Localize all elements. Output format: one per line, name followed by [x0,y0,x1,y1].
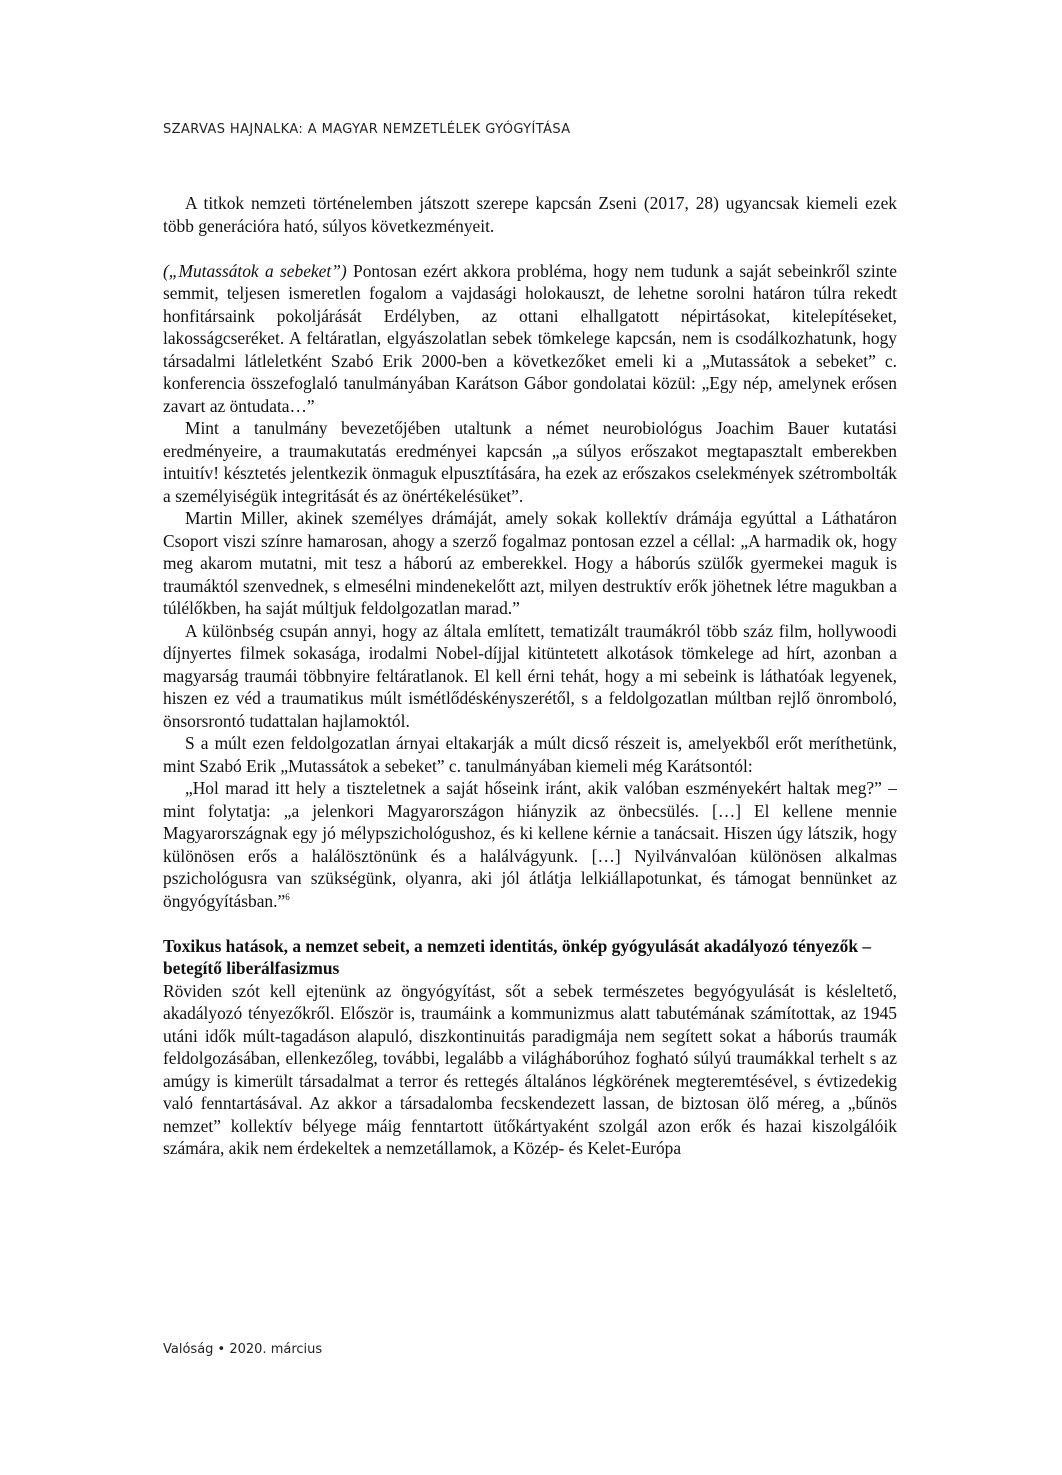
paragraph-1: A titkok nemzeti történelemben játszott szerepe kapcsán Zseni (2017, 28) ugyancsak kiemeli ezek több generációra ható, súlyos következményeit. [163,193,897,236]
paragraph-4: Martin Miller, akinek személyes drámáját, amely sokak kollektív drámája egyúttal a Láthatáron Csoport viszi színre hamarosan, ahogy a szerző fogalmaz pontosan ezzel a céllal: „A harmadik ok, hogy meg akarom mutatni, mit tesz a háború az emberekkel. Hogy a háborús szülők gyermekei maguk is traumáktól szenvednek, s elmesélni mindenekelőtt azt, milyen destruktív erők jöhetnek létre magukban a túlélőkben, ha saját múltjuk feldolgozatlan marad.” [163,508,897,618]
quote-text: „Hol marad itt hely a tiszteletnek a saját hőseink iránt, akik valóban eszményekért haltak meg?” – mint folytatja: „a jelenkori Magyarországon hiányzik az önbecsülés. […] El kellene mennie Magyarországnak egy jó mélypszichológushoz, és ki kellene kérnie a tanácsait. Hiszen úgy látszik, hogy különösen erős a halálösztönünk és a halálvágyunk. […] Nyilvánvalóan különösen alkalmas pszichológusra van szükségünk, olyanra, aki jól átlátja lelkiállapotunkat, és támogat bennünket az öngyógyításban.” [163,778,897,911]
paragraph-7-quote [163,777,897,912]
article-body [163,192,897,1160]
running-head: SZARVAS HAJNALKA: A MAGYAR NEMZETLÉLEK GYÓGYÍTÁSA [163,122,571,137]
paragraph-5: A különbség csupán annyi, hogy az általa említett, tematizált traumákról több száz film, hollywoodi díjnyertes filmek sokasága, irodalmi Nobel-díjjal kitüntetett alkotások tömkelege ad hírt, azonban a magyarság traumái többnyire feltáratlanok. El kell érni tehát, hogy a mi sebeink is láthatóak legyenek, hiszen ez véd a traumatikus múlt ismétlődéskényszerétől, s a feldolgozatlan múltban rejlő önromboló, önsorsrontó tudattalan hajlamoktól. [163,620,897,731]
paragraph-6: S a múlt ezen feldolgozatlan árnyai eltakarják a múlt dicső részeit is, amelyekből erőt meríthetünk, mint Szabó Erik „Mutassátok a sebeket” c. tanulmányában kiemeli még Karátsontól: [163,733,897,776]
paragraph-2-text: Pontosan ezért akkora probléma, hogy nem tudunk a saját sebeinkről szinte semmit, teljesen ismeretlen fogalom a vajdasági holokauszt, de lehetne sorolni határon túlra rekedt honfitársaink pokoljárását Erdélyben, az ottani elhallgatott népirtásokat, kitelepítéseket, lakosságcseréket. A feltáratlan, elgyászolatlan sebek tömkelege kapcsán, nem is csodálkozhatunk, hogy társadalmi látleletként Szabó Erik 2000-ben a következőket emeli ki a „Mutassátok a sebeket” c. konferencia összefoglaló tanulmányában Karátson Gábor gondolatai közül: „Egy nép, amelynek erősen zavart az öntudata…” [163,260,897,416]
paragraph-3: Mint a tanulmány bevezetőjében utaltunk a német neurobiológus Joachim Bauer kutatási eredményeire, a traumakutatás eredményei kapcsán „a súlyos erőszakot megtapasztalt emberekben intuitív! késztetés jelentkezik önmaguk elpusztítására, ha ezek az erőszakos cselekmények szétrombolták a személyiségük integritását és az önértékelésüket”. [163,418,897,506]
paragraph-8: Röviden szót kell ejtenünk az öngyógyítást, sőt a sebek természetes begyógyulását is késleltető, akadályozó tényezőkről. Először is, traumáink a kommunizmus alatt tabutémának számítottak, az 1945 utáni idők múlt-tagadáson alapuló, diszkontinuitás paradigmája nem segített sokat a háborús traumák feldolgozásában, ellenkezőleg, további, legalább a világháborúhoz fogható súlyú traumákkal terhelt s az amúgy is kimerült társadalmat a terror és rettegés általános légkörének megteremtésével, s évtizedekig való fenntartásával. Az akkor a társadalomba fecskendezett lassan, de biztosan ölő méreg, a „bűnös nemzet” kollektív bélyege máig fenntartott ütőkártyaként szolgál azon erők és hazai kiszolgálóik számára, akik nem érdekeltek a nemzetállamok, a Közép- és Kelet-Európa [163,980,897,1158]
footnote-marker: 6 [285,891,290,902]
page-footer: Valóság • 2020. március [163,1342,323,1357]
paragraph-2 [163,260,897,418]
section-heading: Toxikus hatások, a nemzet sebeit, a nemzeti identitás, önkép gyógyulását akadályozó tényezők – betegítő liberálfasizmus [163,935,872,978]
paragraph-2-italic-lead: („Mutassátok a sebeket”) [163,260,347,281]
